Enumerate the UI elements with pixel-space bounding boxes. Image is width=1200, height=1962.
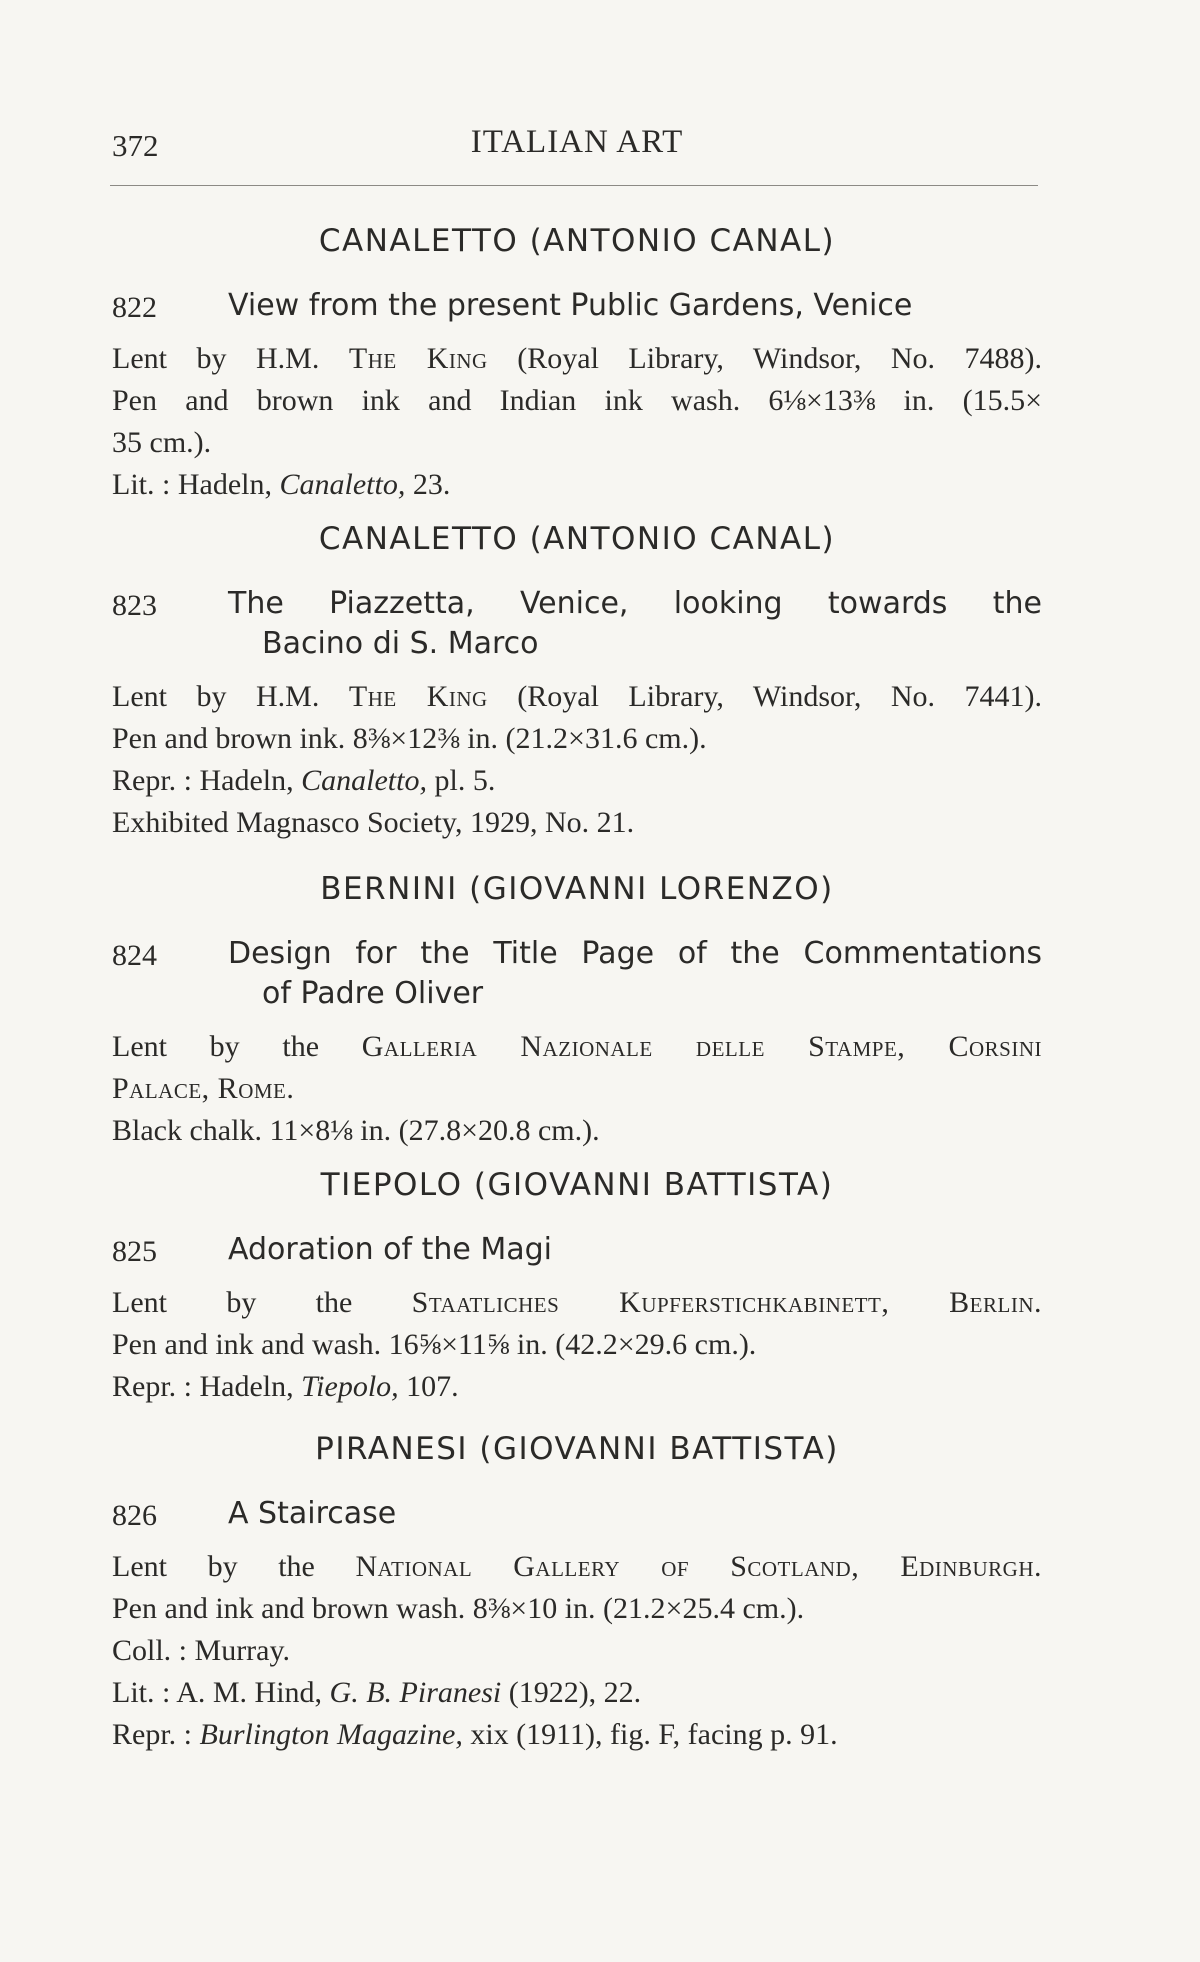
lender-line-cont: Palace, Rome. bbox=[112, 1072, 295, 1105]
work-title: A Staircase bbox=[228, 1496, 397, 1531]
work-title: Design for the Title Page of the Commentations bbox=[228, 936, 1042, 971]
catalogue-entry-825 bbox=[112, 1166, 1042, 1408]
catalogue-number: 823 bbox=[112, 589, 157, 622]
lender-line: Lent by the Galleria Nazionale delle Stampe, Corsini bbox=[112, 1030, 1042, 1063]
catalogue-entry-824 bbox=[112, 870, 1042, 1152]
reproduction-line: Repr. : Burlington Magazine, xix (1911), fig. F, facing p. 91. bbox=[112, 1718, 838, 1751]
lender-line: Lent by the National Gallery of Scotland, Edinburgh. bbox=[112, 1550, 1042, 1583]
catalogue-number: 824 bbox=[112, 939, 157, 972]
exhibited-line: Exhibited Magnasco Society, 1929, No. 21. bbox=[112, 806, 635, 839]
medium-line: Pen and brown ink and Indian ink wash. 6⅛×13⅜ in. (15.5× bbox=[112, 384, 1042, 417]
entry-title-row bbox=[112, 1230, 1042, 1270]
artist-heading: BERNINI (GIOVANNI LORENZO) bbox=[320, 871, 834, 907]
entry-title-row bbox=[112, 286, 1042, 326]
work-title: Adoration of the Magi bbox=[228, 1232, 552, 1267]
catalogue-entry-826 bbox=[112, 1430, 1042, 1756]
catalogue-entry-822 bbox=[112, 222, 1042, 506]
lender-line: Lent by the Staatliches Kupferstichkabinett, Berlin. bbox=[112, 1286, 1042, 1319]
reproduction-line: Repr. : Hadeln, Canaletto, pl. 5. bbox=[112, 764, 496, 797]
reproduction-line: Repr. : Hadeln, Tiepolo, 107. bbox=[112, 1370, 459, 1403]
literature-line: Lit. : A. M. Hind, G. B. Piranesi (1922), 22. bbox=[112, 1676, 642, 1709]
medium-line: Pen and brown ink. 8⅜×12⅜ in. (21.2×31.6 cm.). bbox=[112, 722, 707, 755]
page-number: 372 bbox=[112, 128, 159, 163]
entry-title-row bbox=[112, 934, 1042, 1014]
work-title-cont: Bacino di S. Marco bbox=[262, 626, 539, 661]
medium-line: Pen and ink and brown wash. 8⅜×10 in. (21.2×25.4 cm.). bbox=[112, 1592, 805, 1625]
artist-heading: TIEPOLO (GIOVANNI BATTISTA) bbox=[320, 1167, 834, 1203]
literature-line: Lit. : Hadeln, Canaletto, 23. bbox=[112, 468, 451, 501]
running-title: ITALIAN ART bbox=[470, 124, 684, 160]
collection-line: Coll. : Murray. bbox=[112, 1634, 291, 1667]
lender-line: Lent by H.M. The King (Royal Library, Windsor, No. 7488). bbox=[112, 342, 1043, 375]
entry-title-row bbox=[112, 584, 1042, 664]
work-title: View from the present Public Gardens, Venice bbox=[228, 288, 913, 323]
catalogue-number: 825 bbox=[112, 1235, 157, 1268]
work-title-cont: of Padre Oliver bbox=[262, 976, 484, 1011]
catalogue-entry-823 bbox=[112, 520, 1042, 844]
entry-title-row bbox=[112, 1494, 1042, 1534]
catalogue-number: 826 bbox=[112, 1499, 157, 1532]
lender-line: Lent by H.M. The King (Royal Library, Windsor, No. 7441). bbox=[112, 680, 1043, 713]
artist-heading: PIRANESI (GIOVANNI BATTISTA) bbox=[315, 1431, 839, 1467]
work-title: The Piazzetta, Venice, looking towards the bbox=[228, 586, 1042, 621]
artist-heading: CANALETTO (ANTONIO CANAL) bbox=[318, 223, 836, 259]
page-header bbox=[112, 124, 1042, 174]
medium-line: Pen and ink and wash. 16⅝×11⅝ in. (42.2×29.6 cm.). bbox=[112, 1328, 757, 1361]
medium-line-cont: 35 cm.). bbox=[112, 426, 212, 459]
header-rule bbox=[110, 185, 1038, 186]
medium-line: Black chalk. 11×8⅛ in. (27.8×20.8 cm.). bbox=[112, 1114, 600, 1147]
artist-heading: CANALETTO (ANTONIO CANAL) bbox=[318, 521, 836, 557]
catalogue-number: 822 bbox=[112, 291, 157, 324]
